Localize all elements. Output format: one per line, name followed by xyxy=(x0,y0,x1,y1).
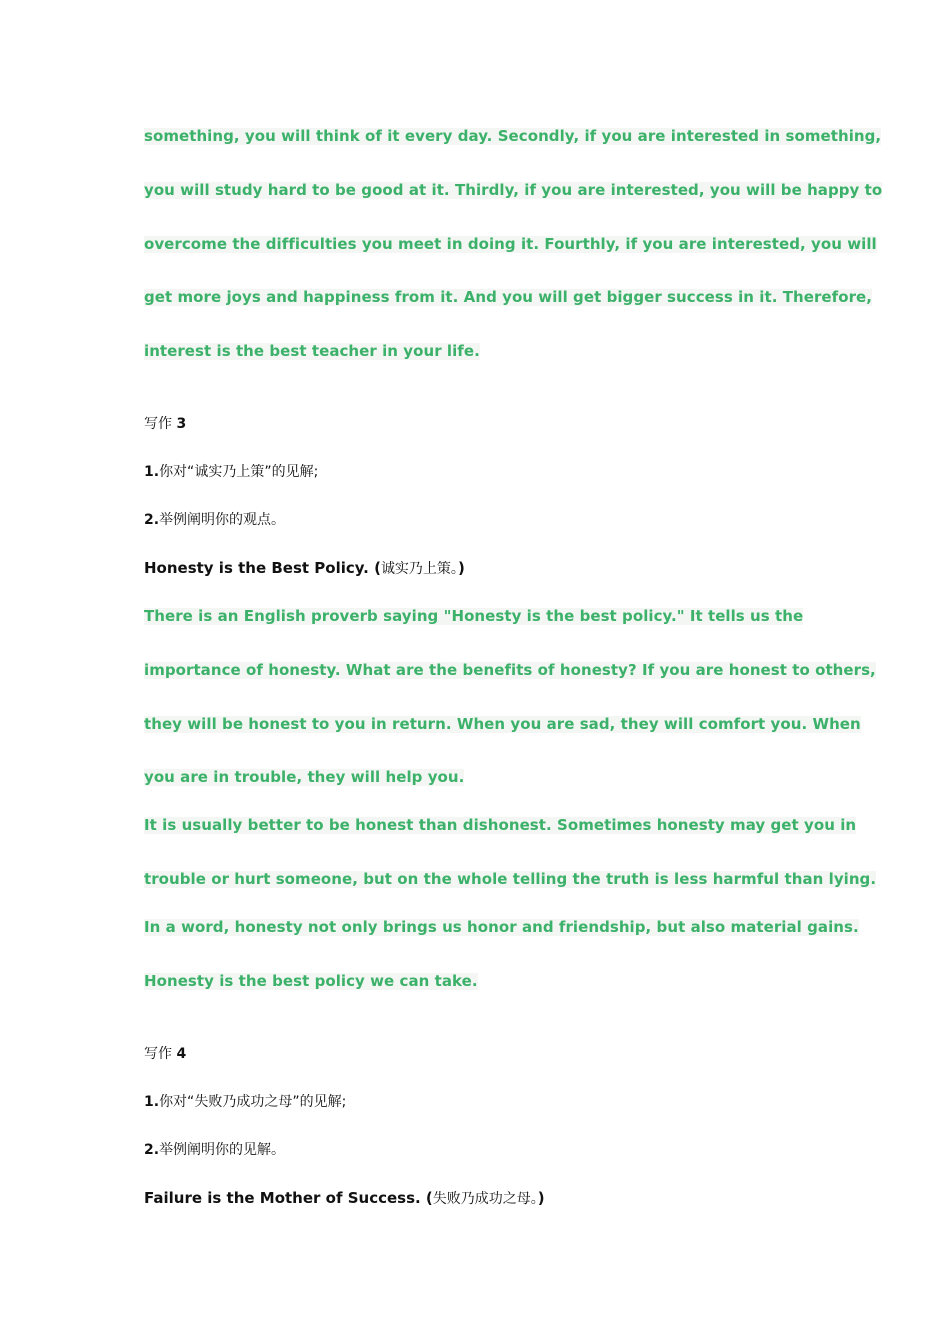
essay-title xyxy=(144,561,465,576)
essay-line: It is usually better to be honest than dishonest. Sometimes honesty may get you in xyxy=(144,816,857,834)
essay-line: you will study hard to be good at it. Thirdly, if you are interested, you will be happy to xyxy=(144,181,883,199)
requirement-item xyxy=(144,1143,285,1157)
section-heading xyxy=(144,1047,186,1061)
requirement-number: 2. xyxy=(144,1142,160,1158)
essay-title-cn: 诚实乃上策。 xyxy=(380,561,458,577)
requirement-text: 举例阐明你的见解。 xyxy=(159,1142,286,1158)
requirement-item xyxy=(144,465,318,479)
requirement-number: 1. xyxy=(144,464,160,480)
requirement-number: 1. xyxy=(144,1094,160,1110)
requirement-item xyxy=(144,513,285,527)
essay-title xyxy=(144,1191,545,1206)
essay-line: get more joys and happiness from it. And you will get bigger success in it. Therefore, xyxy=(144,288,872,306)
requirement-item xyxy=(144,1095,346,1109)
essay-title-en: Failure is the Mother of Success. ( xyxy=(144,1189,433,1207)
requirement-text: 你对“失败乃成功之母”的见解; xyxy=(159,1094,347,1110)
essay-line: something, you will think of it every day. Secondly, if you are interested in something, xyxy=(144,127,882,145)
requirement-text: 举例阐明你的观点。 xyxy=(159,512,286,528)
essay-line: There is an English proverb saying "Honesty is the best policy." It tells us the xyxy=(144,607,804,625)
requirement-text: 你对“诚实乃上策”的见解; xyxy=(159,464,319,480)
essay-line: Honesty is the best policy we can take. xyxy=(144,972,478,990)
essay-title-cn: 失败乃成功之母。 xyxy=(432,1191,538,1207)
essay-line: trouble or hurt someone, but on the whole telling the truth is less harmful than lying. xyxy=(144,870,877,888)
essay-line: overcome the difficulties you meet in doing it. Fourthly, if you are interested, you will xyxy=(144,235,877,253)
heading-label: 写作 xyxy=(144,1046,172,1062)
heading-label: 写作 xyxy=(144,416,172,432)
essay-title-close: ) xyxy=(457,559,465,577)
essay-line: interest is the best teacher in your life. xyxy=(144,342,480,360)
section-heading xyxy=(144,417,186,431)
requirement-number: 2. xyxy=(144,512,160,528)
essay-line: they will be honest to you in return. When you are sad, they will comfort you. When xyxy=(144,715,861,733)
heading-number: 3 xyxy=(176,416,187,432)
essay-title-close: ) xyxy=(537,1189,545,1207)
essay-title-en: Honesty is the Best Policy. ( xyxy=(144,559,381,577)
essay-line: In a word, honesty not only brings us honor and friendship, but also material gains. xyxy=(144,918,859,936)
essay-line: you are in trouble, they will help you. xyxy=(144,768,465,786)
essay-line: importance of honesty. What are the benefits of honesty? If you are honest to others, xyxy=(144,661,876,679)
heading-number: 4 xyxy=(176,1046,187,1062)
